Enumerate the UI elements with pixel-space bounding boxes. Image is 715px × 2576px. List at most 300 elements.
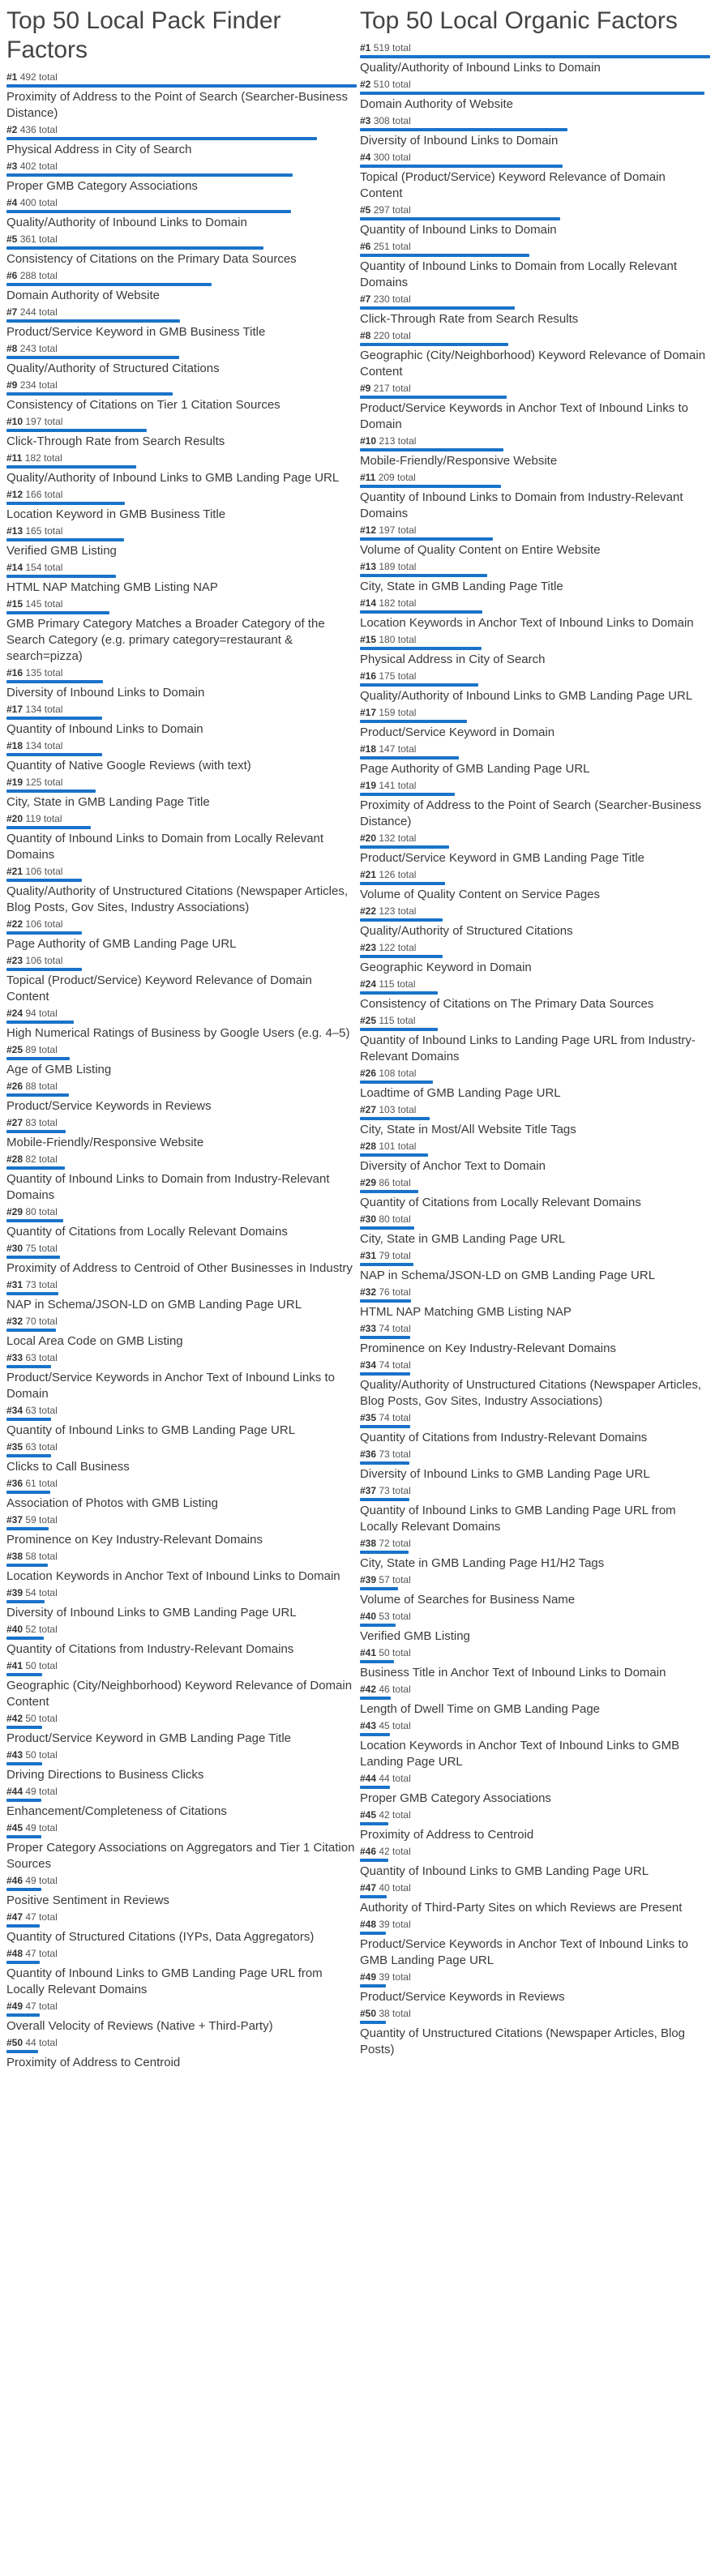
factor-label: Local Area Code on GMB Listing — [6, 1334, 183, 1348]
factor-rank: #17 — [6, 704, 24, 715]
factor-label: Prominence on Key Industry-Relevant Domains — [6, 1533, 263, 1547]
factor-item — [360, 905, 710, 939]
factor-total: 40 total — [379, 1882, 411, 1893]
factor-label: Quantity of Inbound Links to Domain from Industry-Relevant Domains — [360, 490, 683, 520]
factor-bar — [6, 465, 136, 469]
factor-total: 492 total — [19, 71, 58, 83]
factor-bar — [6, 283, 212, 286]
factor-bar — [6, 1130, 66, 1133]
factor-total: 45 total — [379, 1720, 411, 1731]
factor-item — [360, 524, 710, 558]
factor-rank: #44 — [360, 1773, 377, 1784]
factor-item — [6, 233, 357, 267]
factor-meta — [360, 79, 710, 91]
factor-rank: #50 — [360, 2008, 377, 2019]
factor-bar — [6, 968, 82, 971]
factor-bar — [360, 485, 501, 488]
local-pack-list — [6, 71, 357, 2071]
factor-meta — [6, 343, 357, 355]
factor-label: Proximity of Address to Centroid — [360, 1828, 534, 1842]
factor-total: 79 total — [379, 1250, 411, 1261]
factor-item — [360, 241, 710, 291]
factor-label: Quantity of Structured Citations (IYPs, Data Aggregators) — [6, 1930, 315, 1944]
factor-total: 145 total — [25, 598, 63, 610]
factor-label: Geographic Keyword in Domain — [360, 961, 532, 974]
factor-meta — [360, 1412, 710, 1424]
factor-item — [6, 2000, 357, 2035]
factor-item — [360, 293, 710, 327]
factor-item — [6, 1441, 357, 1475]
factor-meta — [360, 1140, 710, 1153]
factor-meta — [6, 1478, 357, 1490]
factor-label: Product/Service Keywords in Reviews — [360, 1990, 565, 2004]
factor-rank: #8 — [6, 343, 18, 354]
factor-rank: #27 — [6, 1117, 24, 1128]
factor-label: Physical Address in City of Search — [360, 653, 546, 666]
factor-label: Geographic (City/Neighborhood) Keyword Relevance of Domain Content — [6, 1679, 353, 1709]
factor-rank: #20 — [6, 813, 24, 824]
factor-rank: #26 — [6, 1080, 24, 1092]
factor-meta — [360, 978, 710, 991]
factor-meta — [6, 1206, 357, 1218]
factor-rank: #36 — [6, 1478, 24, 1489]
factor-item — [6, 955, 357, 1005]
factor-item — [360, 1448, 710, 1483]
factor-item — [360, 42, 710, 76]
factor-item — [6, 160, 357, 195]
factor-total: 38 total — [379, 2008, 411, 2019]
factor-item — [360, 1068, 710, 1102]
factor-label: Product/Service Keywords in Anchor Text of Inbound Links to Domain — [360, 401, 688, 431]
factor-item — [6, 1080, 357, 1115]
factor-label: Quality/Authority of Inbound Links to Domain — [6, 216, 247, 229]
factor-bar — [6, 1491, 50, 1494]
factor-meta — [360, 1359, 710, 1371]
factor-total: 166 total — [25, 489, 63, 500]
factor-item — [360, 383, 710, 433]
factor-label: Verified GMB Listing — [6, 544, 117, 558]
factor-bar — [6, 2013, 40, 2017]
factor-meta — [360, 1177, 710, 1189]
factor-rank: #11 — [360, 472, 376, 483]
factor-meta — [6, 1551, 357, 1563]
factor-total: 135 total — [25, 667, 63, 678]
factor-bar — [360, 574, 487, 577]
factor-meta — [360, 743, 710, 755]
factor-total: 147 total — [379, 743, 417, 755]
factor-label: Diversity of Anchor Text to Domain — [360, 1159, 546, 1173]
factor-total: 217 total — [373, 383, 411, 394]
factor-bar — [360, 756, 459, 760]
factor-bar — [6, 246, 263, 250]
factor-total: 125 total — [25, 777, 63, 788]
factor-meta — [6, 667, 357, 679]
factor-label: Length of Dwell Time on GMB Landing Page — [360, 1702, 601, 1716]
factor-item — [6, 1822, 357, 1872]
factor-label: Location Keywords in Anchor Text of Inbound Links to Domain — [360, 616, 694, 630]
factor-meta — [6, 1405, 357, 1417]
factor-rank: #14 — [360, 597, 377, 609]
factor-item — [6, 1624, 357, 1658]
factor-total: 115 total — [379, 978, 416, 990]
factor-bar — [360, 683, 478, 687]
factor-label: HTML NAP Matching GMB Listing NAP — [6, 580, 218, 594]
factor-meta — [360, 204, 710, 216]
factor-item — [360, 1250, 710, 1284]
factor-total: 213 total — [379, 435, 417, 447]
factor-meta — [6, 955, 357, 967]
factor-total: 73 total — [25, 1279, 58, 1290]
factor-meta — [6, 525, 357, 537]
factor-meta — [360, 152, 710, 164]
factor-meta — [6, 704, 357, 716]
factor-item — [360, 152, 710, 202]
factor-label: Quantity of Inbound Links to Domain from Locally Relevant Domains — [6, 832, 324, 862]
factor-bar — [360, 1822, 388, 1825]
factor-bar — [6, 210, 291, 213]
factor-bar — [6, 931, 82, 935]
factor-total: 47 total — [25, 2000, 58, 2012]
factor-bar — [360, 720, 467, 723]
factor-rank: #49 — [360, 1971, 377, 1983]
factor-meta — [360, 780, 710, 792]
factor-label: City, State in GMB Landing Page H1/H2 Tags — [360, 1556, 605, 1570]
factor-rank: #48 — [6, 1948, 24, 1959]
factor-rank: #43 — [360, 1720, 377, 1731]
factor-meta — [6, 160, 357, 173]
factor-bar — [6, 319, 180, 323]
factor-meta — [360, 634, 710, 646]
factor-label: City, State in GMB Landing Page Title — [360, 580, 563, 593]
factor-total: 50 total — [379, 1647, 411, 1658]
factor-total: 39 total — [379, 1919, 411, 1930]
factor-bar — [360, 882, 445, 885]
factor-meta — [360, 1971, 710, 1983]
factor-rank: #13 — [6, 525, 24, 537]
factor-bar — [360, 1587, 398, 1590]
factor-rank: #15 — [6, 598, 24, 610]
factor-meta — [360, 1647, 710, 1659]
factor-total: 54 total — [25, 1587, 58, 1598]
factor-item — [6, 1551, 357, 1585]
factor-item — [360, 780, 710, 830]
factor-total: 182 total — [24, 452, 62, 464]
factor-label: Diversity of Inbound Links to Domain — [360, 134, 559, 148]
factor-label: Consistency of Citations on Tier 1 Citation Sources — [6, 398, 280, 412]
factor-total: 63 total — [25, 1352, 58, 1363]
factor-meta — [360, 869, 710, 881]
factor-label: Click-Through Rate from Search Results — [6, 434, 225, 448]
factor-item — [360, 1140, 710, 1175]
local-pack-title: Top 50 Local Pack Finder Factors — [6, 7, 281, 63]
factor-rank: #6 — [360, 241, 371, 252]
factor-rank: #37 — [6, 1514, 24, 1525]
factor-meta — [6, 489, 357, 501]
factor-meta — [6, 2000, 357, 2013]
factor-total: 80 total — [379, 1213, 411, 1225]
factor-item — [360, 1971, 710, 2005]
factor-bar — [6, 1564, 48, 1567]
factor-rank: #40 — [360, 1611, 377, 1622]
factor-total: 59 total — [25, 1514, 58, 1525]
factor-bar — [360, 1190, 418, 1193]
factor-rank: #31 — [360, 1250, 377, 1261]
factor-meta — [360, 1684, 710, 1696]
factor-total: 123 total — [379, 905, 417, 917]
factor-item — [360, 743, 710, 777]
factor-total: 47 total — [25, 1911, 58, 1923]
local-organic-list — [360, 42, 710, 2058]
factor-total: 52 total — [25, 1624, 58, 1635]
factor-bar — [6, 1835, 41, 1838]
factor-item — [360, 1485, 710, 1535]
factor-label: Mobile-Friendly/Responsive Website — [360, 454, 558, 468]
factor-bar — [6, 1924, 40, 1928]
factor-meta — [360, 1809, 710, 1821]
factor-bar — [6, 753, 102, 756]
factor-label: Physical Address in City of Search — [6, 143, 192, 156]
factor-rank: #24 — [360, 978, 377, 990]
factor-bar — [6, 2050, 38, 2053]
factor-label: Quality/Authority of Unstructured Citations (Newspaper Articles, Blog Posts, Gov Sites, Industry Associations) — [6, 884, 349, 914]
factor-meta — [360, 1574, 710, 1586]
factor-meta — [6, 2037, 357, 2049]
factor-total: 243 total — [19, 343, 58, 354]
factor-label: Clicks to Call Business — [6, 1460, 130, 1474]
factor-item — [360, 2008, 710, 2058]
factor-rank: #22 — [360, 905, 377, 917]
factor-meta — [6, 813, 357, 825]
factor-rank: #14 — [6, 562, 24, 573]
factor-label: Volume of Quality Content on Service Pages — [360, 888, 601, 901]
factor-label: Quantity of Inbound Links to Domain from Locally Relevant Domains — [360, 259, 678, 289]
factor-total: 63 total — [25, 1405, 58, 1416]
factor-item — [6, 1279, 357, 1313]
factor-item — [6, 1405, 357, 1439]
factor-total: 106 total — [25, 866, 63, 877]
factor-meta — [360, 383, 710, 395]
factor-bar — [6, 575, 116, 578]
local-pack-column — [6, 0, 357, 2073]
factor-bar — [6, 1021, 74, 1024]
factor-meta — [360, 1323, 710, 1335]
factor-total: 80 total — [25, 1206, 58, 1217]
factor-item — [6, 866, 357, 916]
factor-item — [6, 918, 357, 952]
factor-label: Quantity of Inbound Links to GMB Landing Page URL from Locally Relevant Domains — [6, 1966, 323, 1996]
factor-meta — [6, 562, 357, 574]
factor-label: HTML NAP Matching GMB Listing NAP — [360, 1305, 572, 1319]
factor-rank: #33 — [360, 1323, 377, 1334]
factor-meta — [360, 597, 710, 610]
factor-total: 74 total — [379, 1323, 411, 1334]
factor-rank: #24 — [6, 1008, 24, 1019]
factor-item — [360, 1574, 710, 1608]
factor-item — [360, 942, 710, 976]
factor-item — [6, 71, 357, 122]
factor-rank: #4 — [360, 152, 371, 163]
factor-meta — [6, 124, 357, 136]
factor-bar — [360, 92, 704, 95]
factor-total: 182 total — [379, 597, 417, 609]
factor-bar — [6, 173, 293, 177]
factor-meta — [360, 670, 710, 683]
factor-bar — [360, 343, 508, 346]
factor-item — [6, 1749, 357, 1783]
factor-total: 57 total — [379, 1574, 411, 1585]
factor-item — [6, 777, 357, 811]
factor-rank: #34 — [360, 1359, 377, 1371]
factor-total: 94 total — [25, 1008, 58, 1019]
factor-total: 134 total — [25, 740, 63, 751]
factor-rank: #35 — [6, 1441, 24, 1453]
factor-rank: #23 — [6, 955, 24, 966]
factor-item — [6, 562, 357, 596]
factor-rank: #47 — [360, 1882, 377, 1893]
factor-bar — [360, 1117, 430, 1120]
factor-rank: #16 — [6, 667, 24, 678]
factor-bar — [360, 1895, 387, 1898]
factor-item — [360, 832, 710, 867]
factor-total: 288 total — [19, 270, 58, 281]
factor-item — [360, 1684, 710, 1718]
factor-label: Proper GMB Category Associations — [6, 179, 198, 193]
factor-meta — [360, 707, 710, 719]
factor-bar — [360, 1372, 410, 1376]
factor-label: Click-Through Rate from Search Results — [360, 312, 579, 326]
factor-label: Product/Service Keywords in Anchor Text of Inbound Links to Domain — [6, 1371, 335, 1401]
factor-label: Quality/Authority of Structured Citations — [6, 362, 220, 375]
factor-label: Association of Photos with GMB Listing — [6, 1496, 218, 1510]
factor-item — [360, 1720, 710, 1770]
factor-bar — [6, 1600, 45, 1603]
factor-bar — [360, 217, 560, 220]
factor-total: 234 total — [19, 379, 58, 391]
factor-label: Business Title in Anchor Text of Inbound Links to Domain — [360, 1666, 666, 1680]
factor-rank: #29 — [360, 1177, 377, 1188]
factor-total: 297 total — [373, 204, 411, 216]
factor-rank: #45 — [6, 1822, 24, 1834]
factor-bar — [6, 137, 317, 140]
factor-item — [6, 1316, 357, 1350]
factor-bar — [360, 128, 567, 131]
factor-item — [6, 416, 357, 450]
factor-label: NAP in Schema/JSON-LD on GMB Landing Page URL — [360, 1269, 656, 1282]
factor-meta — [6, 1713, 357, 1725]
factor-label: Topical (Product/Service) Keyword Relevance of Domain Content — [360, 170, 666, 200]
factor-rank: #39 — [6, 1587, 24, 1598]
factor-meta — [360, 1250, 710, 1262]
factor-item — [6, 1206, 357, 1240]
factor-total: 50 total — [25, 1660, 58, 1671]
factor-label: Enhancement/Completeness of Citations — [6, 1804, 227, 1818]
factor-meta — [6, 1624, 357, 1636]
factor-bar — [360, 610, 482, 614]
factor-bar — [6, 717, 102, 720]
factor-total: 49 total — [25, 1786, 58, 1797]
factor-rank: #47 — [6, 1911, 24, 1923]
factor-bar — [360, 165, 563, 168]
factor-item — [6, 598, 357, 665]
factor-meta — [360, 1846, 710, 1858]
factor-rank: #6 — [6, 270, 18, 281]
factor-bar — [6, 1365, 51, 1368]
factor-meta — [360, 832, 710, 845]
factor-item — [360, 1412, 710, 1446]
factor-label: Proximity of Address to Centroid of Other Businesses in Industry — [6, 1261, 353, 1275]
factor-rank: #12 — [360, 524, 377, 536]
factor-label: Product/Service Keyword in GMB Business Title — [6, 325, 266, 339]
factor-label: Product/Service Keyword in GMB Landing Page Title — [360, 851, 645, 865]
factor-item — [6, 197, 357, 231]
factor-label: Consistency of Citations on The Primary Data Sources — [360, 997, 654, 1011]
factor-label: Overall Velocity of Reviews (Native + Third-Party) — [6, 2019, 273, 2033]
factor-bar — [360, 1263, 413, 1266]
factor-total: 74 total — [379, 1359, 411, 1371]
factor-bar — [360, 55, 710, 58]
factor-rank: #19 — [6, 777, 24, 788]
factor-meta — [360, 330, 710, 342]
factor-bar — [360, 845, 449, 849]
factor-rank: #39 — [360, 1574, 377, 1585]
factor-label: Quality/Authority of Inbound Links to GMB Landing Page URL — [360, 689, 693, 703]
factor-bar — [360, 1425, 410, 1428]
factor-rank: #1 — [6, 71, 18, 83]
factor-item — [6, 452, 357, 486]
factor-bar — [6, 1329, 56, 1332]
factor-label: Volume of Quality Content on Entire Website — [360, 543, 601, 557]
factor-bar — [360, 1984, 386, 1988]
factor-meta — [6, 1117, 357, 1129]
factor-item — [6, 1514, 357, 1548]
factor-rank: #32 — [360, 1286, 377, 1298]
factor-rank: #25 — [6, 1044, 24, 1055]
factor-total: 50 total — [25, 1713, 58, 1724]
factor-total: 73 total — [379, 1448, 411, 1460]
factor-label: Page Authority of GMB Landing Page URL — [360, 762, 590, 776]
factor-bar — [360, 955, 443, 958]
factor-item — [360, 1809, 710, 1843]
factor-rank: #28 — [6, 1153, 24, 1165]
factor-meta — [6, 1749, 357, 1761]
factor-bar — [360, 793, 455, 796]
factor-total: 89 total — [25, 1044, 58, 1055]
factor-total: 230 total — [373, 293, 411, 305]
factor-total: 106 total — [25, 955, 63, 966]
factor-item — [6, 1352, 357, 1402]
factor-bar — [6, 356, 179, 359]
factor-meta — [360, 293, 710, 306]
factor-total: 251 total — [373, 241, 411, 252]
factor-label: Quality/Authority of Unstructured Citations (Newspaper Articles, Blog Posts, Gov Sites, Industry Associations) — [360, 1378, 702, 1408]
factor-bar — [6, 1799, 41, 1802]
factor-item — [6, 667, 357, 701]
factor-total: 53 total — [379, 1611, 411, 1622]
factor-total: 115 total — [379, 1015, 416, 1026]
factor-total: 197 total — [379, 524, 417, 536]
factor-meta — [6, 1786, 357, 1798]
local-organic-title: Top 50 Local Organic Factors — [360, 7, 678, 34]
factor-rank: #17 — [360, 707, 377, 718]
factor-item — [6, 740, 357, 774]
factor-label: Location Keywords in Anchor Text of Inbound Links to GMB Landing Page URL — [360, 1739, 680, 1769]
factor-label: Quality/Authority of Inbound Links to Domain — [360, 61, 601, 75]
factor-item — [6, 489, 357, 523]
factor-item — [6, 1008, 357, 1042]
factor-rank: #38 — [360, 1538, 377, 1549]
factor-rank: #11 — [6, 452, 23, 464]
factor-rank: #34 — [6, 1405, 24, 1416]
